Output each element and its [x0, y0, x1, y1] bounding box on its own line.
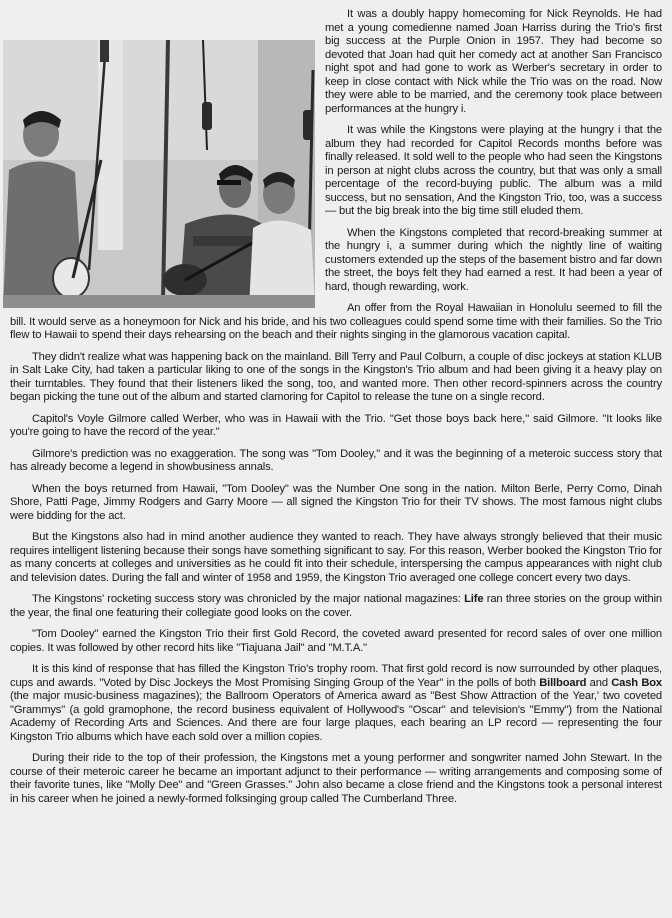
- paragraph-11: "Tom Dooley" earned the Kingston Trio their first Gold Record, the coveted award presented for record sales of over one million copies. It was followed by other record hits like "Tiajuana Jail" and "M.T.A.": [10, 628, 662, 654]
- paragraph-3: When the Kingstons completed that record-breaking summer at the hungry i, a summer during which the nightly line of waiting customers extended up the steps of the basement bistro and far down the street, the boys felt they had earned a rest. It had been a year of hard, though rewarding, work.: [325, 226, 662, 293]
- paragraph-9: But the Kingstons also had in mind another audience they wanted to reach. They have always strongly believed that their music requires intelligent listening because their songs have something significant to say. For this reason, Werber booked the Kingston Trio for as many concerts at colleges and universities as he could fit into their schedule, interspersing the campus appearances with night club and television dates. During the fall and winter of 1958 and 1959, the Kingston Trio averaged one college concert every two days.: [10, 531, 662, 584]
- paragraph-12-text-middle: and: [586, 676, 612, 689]
- paragraph-12-text-start: It is this kind of response that has filled the Kingston Trio's trophy room. That first gold record is now surrounded by other plaques, cups and awards. "Voted by Disc Jockeys the Most Promising Singing Group of the Year" in the polls of both: [10, 663, 662, 689]
- paragraph-10: [10, 593, 662, 620]
- paragraph-7: Gilmore's prediction was no exaggeration. The song was "Tom Dooley," and it was the beginning of a meteroic success story that has already become a legend in showbusiness annals.: [10, 447, 662, 473]
- paragraph-12: [10, 663, 662, 744]
- paragraph-10-text-end: ran three stories on the group within the year, the final one featuring their collegiate good looks on the cover.: [10, 593, 662, 619]
- cash-box-magazine-name: Cash Box: [611, 676, 663, 689]
- paragraph-8: When the boys returned from Hawaii, "Tom Dooley" was the Number One song in the nation. Milton Berle, Perry Como, Dinah Shore, Patti Page, Jimmy Rodgers and Garry Moore — all signed the Kingston Trio for their TV shows. The most famous night clubs were bidding for the act.: [10, 482, 662, 522]
- paragraph-4: An offer from the Royal Hawaiian in Honolulu seemed to fill the bill. It would serve as a honeymoon for Nick and his bride, and his two colleagues could spend some time with their families. So the Trio flew to Hawaii to spend their days rehearsing on the beach and their nights singing in the glamorous vacation capital.: [10, 302, 662, 341]
- trio-recording-photo: [3, 40, 315, 308]
- paragraph-10-text-start: The Kingstons' rocketing success story was chronicled by the major national magazines:: [32, 593, 465, 605]
- paragraph-13: During their ride to the top of their profession, the Kingstons met a young performer and songwriter named John Stewart. In the course of their meteroic career he became an important adjunct to their performance — writing arrangements and composing some of their favorite tunes, like "Molly Dee" and "Green Grasses." John also became a close friend and the Kingstons took a personal interest in his career when he joined a newly-formed folksinging group called The Cumberland Three.: [10, 752, 662, 805]
- photo-illustration: [3, 40, 315, 308]
- paragraph-2: It was while the Kingstons were playing at the hungry i that the album they had recorded for Capitol Records months before was finally released. It sold well to the people who had seen the Kingstons in person at night clubs across the country, but that was only a small percentage of the record-buying public. The album was a mild success, but no sensation, And the Kingston Trio, too, was a success — but the big break into the big time still eluded them.: [325, 124, 662, 217]
- billboard-magazine-name: Billboard: [539, 676, 587, 689]
- paragraph-1: It was a doubly happy homecoming for Nick Reynolds. He had met a young comedienne named Joan Harriss during the Trio's first big success at the Purple Onion in 1957. They had become so devoted that Joan had quit her comedy act at another San Francisco night spot and had gone to work as Werber's secretary in order to keep in close contact with Nick while the Trio was on the road. Now they were able to be married, and the ceremony took place between performances at the hungry i.: [325, 8, 662, 115]
- paragraph-5: They didn't realize what was happening back on the mainland. Bill Terry and Paul Colburn, a couple of disc jockeys at station KLUB in Salt Lake City, had taken a particular liking to one of the songs in the Kingston's Trio album and had been giving it a heavy play on their turntables. They found that their listeners liked the song, too, and wanted more. Then other record-spinners across the country began picking the tune out of the album and started clamoring for Capitol to release the tune on a single record.: [10, 350, 662, 403]
- paragraph-12-text-end: (the major music-business magazines); the Ballroom Operators of America award as "Best Show Attraction of the Year,' two coveted "Grammys" (a gold gramophone, the record business equivalent of Hollywood's "Oscar" and television's "Emmy") from the National Academy of Recording Arts and Sciences. And there are four large plaques, each bearing an LP record — representing the four Kingston Trio albums which have each sold over a million copies.: [10, 690, 662, 743]
- paragraph-6: Capitol's Voyle Gilmore called Werber, who was in Hawaii with the Trio. "Get those boys back here," said Gilmore. "It looks like you're going to have the record of the year.": [10, 412, 662, 438]
- life-magazine-name: Life: [464, 593, 484, 605]
